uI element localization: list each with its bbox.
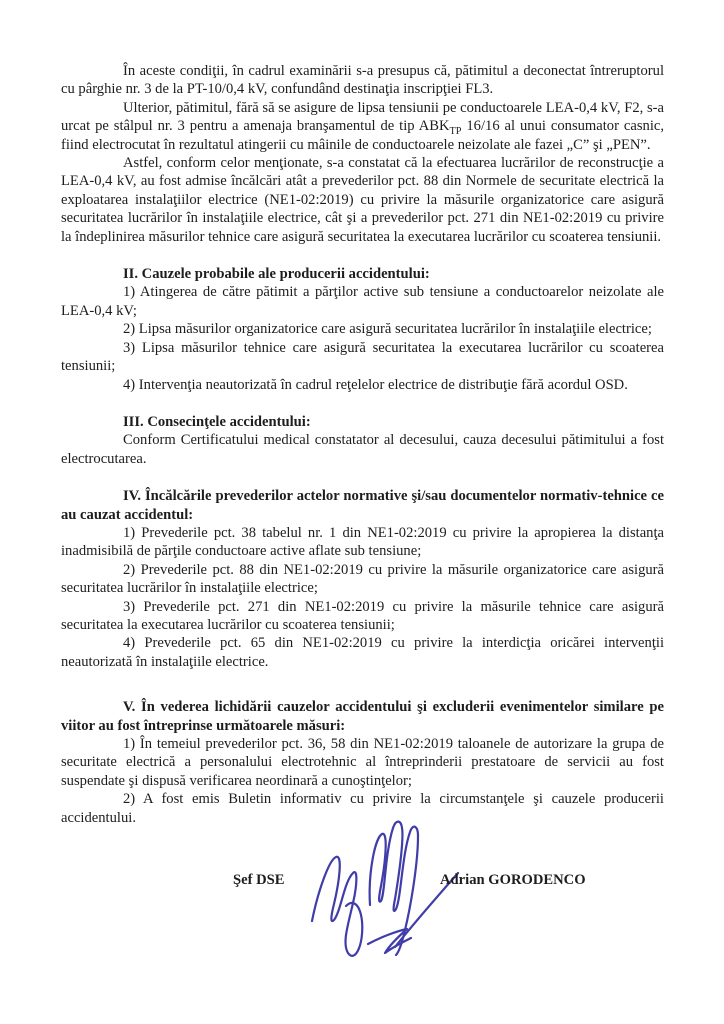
section-ii-item-2: 2) Lipsa măsurilor organizatorice care asigură securitatea lucrărilor în instalaţiile electrice;: [123, 321, 652, 338]
section-iii-heading: III. Consecinţele accidentului:: [123, 413, 311, 430]
section-v-item-2: 2) A fost emis Buletin informativ cu privire la circumstanţele şi cauzele producerii accidentului.: [61, 791, 664, 826]
paragraph-2-text-before-subscript: Ulterior, pătimitul, fără să se asigure de lipsa tensiunii pe conductoarele LEA-0,4 kV, F2, s-a urcat pe stâlpul nr. 3 pentru a amenaja branşamentul de tip ABK: [61, 99, 664, 135]
signatory-role-label: Şef DSE: [233, 872, 285, 889]
intro-paragraph-2: [61, 99, 664, 154]
section-iv-item-3: 3) Prevederile pct. 271 din NE1-02:2019 cu privire la măsurile tehnice care asigură securitatea la executarea lucrărilor cu scoaterea tensiunii;: [61, 598, 664, 633]
intro-paragraph-3: Astfel, conform celor menţionate, s-a constatat că la efectuarea lucrărilor de reconstrucţie a LEA-0,4 kV, au fost admise încălcări atât a prevederilor pct. 88 din Normele de securitate electrică la exploatarea instalaţiilor electrice (NE1-02:2019) cu privire la măsurile organizatorice care asigură securitatea lucrărilor în instalaţiile electrice, cât şi a prevederilor pct. 271 din NE1-02:2019 cu privire la îndeplinirea măsurilor tehnice care asigură securitatea la executarea lucrărilor cu scoaterea tensiunii.: [61, 155, 664, 245]
section-ii-item-4: 4) Intervenţia neautorizată în cadrul reţelelor electrice de distribuţie fără acordul OSD.: [123, 376, 628, 393]
section-ii-item-1: 1) Atingerea de către pătimit a părţilor active sub tensiune a conductoarelor neizolate ale LEA-0,4 kV;: [61, 284, 664, 319]
section-iv-item-4: 4) Prevederile pct. 65 din NE1-02:2019 cu privire la interdicţia oricărei intervenţii neautorizată în instalaţiile electrice.: [61, 635, 664, 670]
intro-paragraph-1: În aceste condiţii, în cadrul examinării s-a presupus că, pătimitul a deconectat întreruptorul cu pârghie nr. 3 de la PT-10/0,4 kV, confundând destinaţia inscripţiei FL3.: [61, 63, 664, 98]
section-v-heading: V. În vederea lichidării cauzelor accidentului şi excluderii evenimentelor similare pe viitor au fost întreprinse următoarele măsuri:: [61, 699, 664, 734]
paragraph-2-text-after-subscript: 16/16 al unui consumator casnic, fiind electrocutat în rezultatul atingerii cu mâinile de conductoarele neizolate ale fazei „C” şi „PEN”.: [61, 118, 664, 153]
signature-block: [61, 835, 664, 1005]
signatory-name-label: Adrian GORODENCO: [440, 872, 586, 889]
section-iv-item-1: 1) Prevederile pct. 38 tabelul nr. 1 din NE1-02:2019 cu privire la apropierea la distanţa inadmisibilă de părţile conductoare active aflate sub tensiune;: [61, 524, 664, 560]
section-ii-item-3: 3) Lipsa măsurilor tehnice care asigură securitatea la executarea lucrărilor cu scoaterea tensiunii;: [61, 339, 664, 375]
section-iv-item-2: 2) Prevederile pct. 88 din NE1-02:2019 cu privire la măsurile organizatorice care asigură securitatea lucrărilor în instalaţiile electrice;: [61, 561, 664, 597]
section-v-item-1: 1) În temeiul prevederilor pct. 36, 58 din NE1-02:2019 taloanele de autorizare la grupa de securitate electrică a personalului electrotehnic al întreprinderii prestatoare de servicii au fost suspendate şi dispusă verificarea neordinară a cunoştinţelor;: [61, 736, 664, 789]
section-ii-heading: II. Cauzele probabile ale producerii accidentului:: [123, 266, 430, 283]
section-iii-paragraph: Conform Certificatului medical constatator al decesului, cauza decesului pătimitului a fost electrocutarea.: [61, 432, 664, 467]
cable-type-subscript: TP: [449, 126, 462, 138]
section-iv-heading: IV. Încălcările prevederilor actelor normative şi/sau documentelor normativ-tehnice ce au cauzat accidentul:: [61, 488, 664, 523]
